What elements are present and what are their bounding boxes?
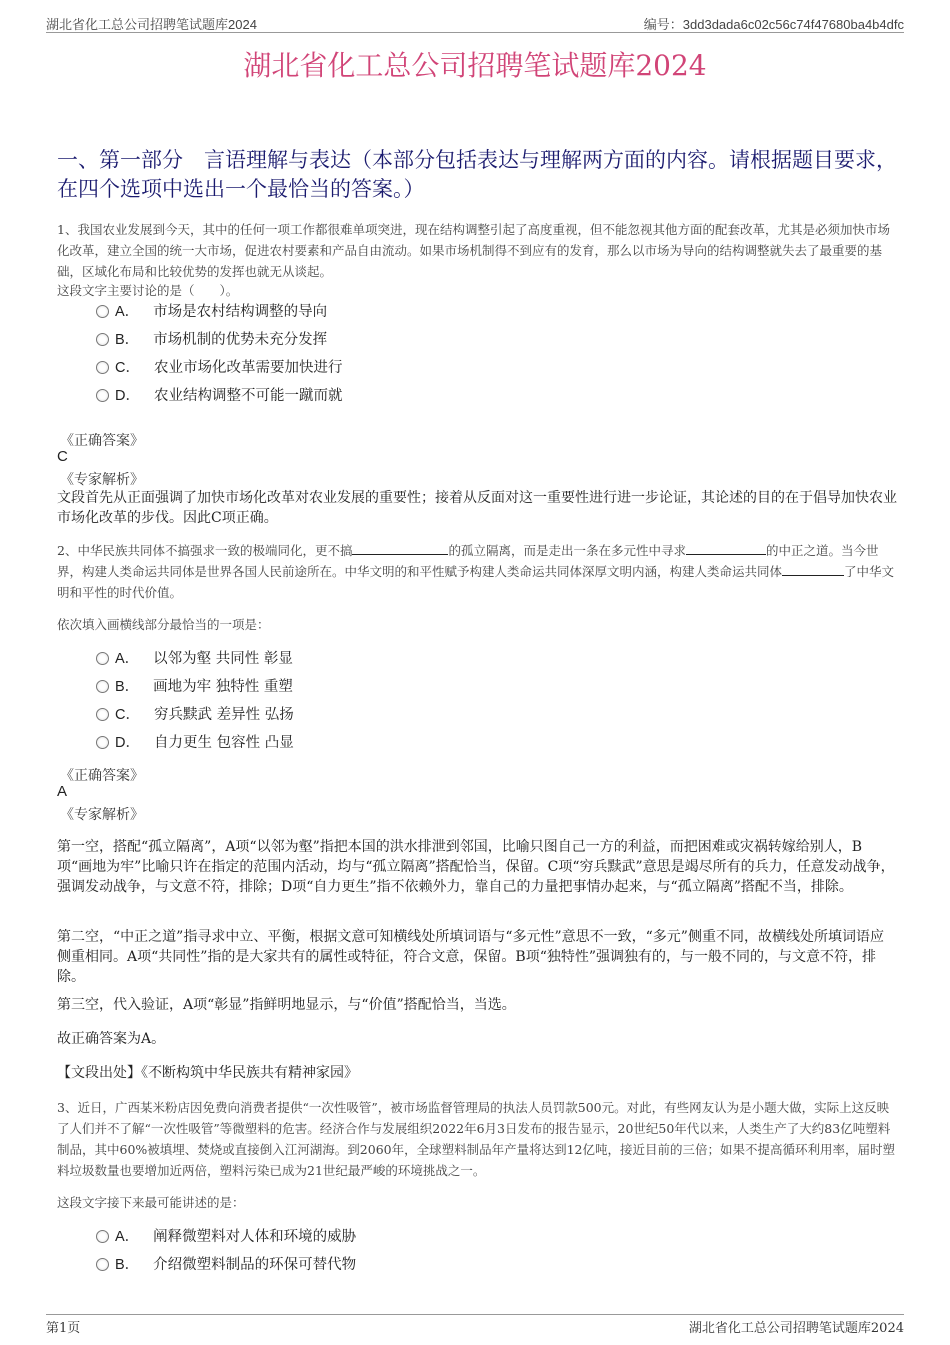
question-2-prompt: 依次填入画横线部分最恰当的一项是： — [57, 617, 270, 632]
question-2-analysis-para-3: 第三空，代入验证，A项“彰显”指鲜明地显示，与“价值”搭配恰当，当选。 — [57, 997, 516, 1013]
question-2-analysis-para-4: 故正确答案为A。 — [57, 1031, 166, 1047]
question-3-prompt: 这段文字接下来最可能讲述的是： — [57, 1195, 245, 1210]
radio-icon[interactable] — [96, 736, 109, 749]
question-1-answer-label: 《正确答案》 — [60, 433, 144, 449]
footer-doc-title: 湖北省化工总公司招聘笔试题库2024 — [688, 1321, 904, 1336]
question-1-analysis-label: 《专家解析》 — [60, 472, 144, 488]
question-2-source: 【文段出处】《不断构筑中华民族共有精神家园》 — [57, 1065, 358, 1081]
question-3-option-a[interactable]: A． 阐释微塑料对人体和环境的威胁 — [96, 1226, 356, 1248]
question-1-option-c[interactable]: C． 农业市场化改革需要加快进行 — [96, 357, 342, 379]
question-2-answer: A — [57, 783, 68, 800]
question-1-option-a[interactable]: A． 市场是农村结构调整的导向 — [96, 301, 327, 323]
page-footer — [46, 1314, 904, 1335]
fill-blank-2 — [686, 554, 766, 555]
page-title: 湖北省化工总公司招聘笔试题库2024 — [243, 49, 707, 82]
radio-icon[interactable] — [96, 305, 109, 318]
page-number: 第1页 — [46, 1321, 81, 1336]
radio-icon[interactable] — [96, 680, 109, 693]
question-1-option-b[interactable]: B． 市场机制的优势未充分发挥 — [96, 329, 327, 351]
radio-icon[interactable] — [96, 708, 109, 721]
question-2-analysis-label: 《专家解析》 — [60, 807, 144, 823]
header-doc-id: 编号：3dd3dada6c02c56c74f47680ba4b4dfc — [643, 17, 904, 32]
question-2-option-b[interactable]: B． 画地为牢 独特性 重塑 — [96, 676, 293, 698]
question-1-option-d[interactable]: D． 农业结构调整不可能一蹴而就 — [96, 385, 342, 407]
question-2-option-c[interactable]: C． 穷兵黩武 差异性 弘扬 — [96, 704, 294, 726]
question-2-analysis-para-2: 第二空，“中正之道”指寻求中立、平衡，根据文意可知横线处所填词语与“多元性”意思不一致，“多元”侧重不同，故横线处所填词语应侧重相同。A项“共同性”指的是大家共有的属性或特征，符合文意，保留。B项“独特性”强调独有的，与一般不同的，与文意不符，排除。 — [57, 929, 884, 985]
question-1-text: 1、我国农业发展到今天，其中的任何一项工作都很难单项突进，现在结构调整引起了高度重视，但不能忽视其他方面的配套改革，尤其是必须加快市场化改革，建立全国的统一大市场，促进农村要素和产品自由流动。如果市场机制得不到应有的发育，那么以市场为导向的结构调整就失去了最重要的基础，区域化布局和比较优势的发挥也就无从谈起。 — [57, 222, 890, 279]
question-2-answer-label: 《正确答案》 — [60, 768, 144, 784]
question-2-text: 2、中华民族共同体不搞强求一致的极端同化，更不搞 的孤立隔离，而是走出一条在多元性中寻求 的中正之道。当今世界，构建人类命运共同体是世界各国人民前途所在。中华文明的和平性赋予构建人类命运共同体深厚文明内涵，构建人类命运共同体 了中华文明和平性的时代价值。 — [57, 543, 895, 600]
radio-icon[interactable] — [96, 652, 109, 665]
question-3-option-b[interactable]: B． 介绍微塑料制品的环保可替代物 — [96, 1254, 356, 1276]
header-doc-title: 湖北省化工总公司招聘笔试题库2024 — [46, 17, 257, 32]
question-2-option-a[interactable]: A． 以邻为壑 共同性 彰显 — [96, 648, 293, 670]
radio-icon[interactable] — [96, 389, 109, 402]
radio-icon[interactable] — [96, 333, 109, 346]
radio-icon[interactable] — [96, 1230, 109, 1243]
radio-icon[interactable] — [96, 1258, 109, 1271]
fill-blank-3 — [782, 575, 844, 576]
section-heading: 一、第一部分 言语理解与表达（本部分包括表达与理解两方面的内容。请根据题目要求，在四个选项中选出一个最恰当的答案。） — [57, 148, 897, 201]
question-1-prompt: 这段文字主要讨论的是（ ）。 — [57, 283, 239, 298]
question-1-answer: C — [57, 448, 68, 465]
question-1-analysis: 文段首先从正面强调了加快市场化改革对农业发展的重要性；接着从反面对这一重要性进行进一步论证，其论述的目的在于倡导加快农业市场化改革的步伐。因此C项正确。 — [57, 490, 897, 526]
question-3-text: 3、近日，广西某米粉店因免费向消费者提供“一次性吸管”，被市场监督管理局的执法人员罚款500元。对此，有些网友认为是小题大做，实际上这反映了人们并不了解“一次性吸管”等微塑料的危害。经济合作与发展组织2022年6月3日发布的报告显示，20世纪50年代以来，人类生产了大约83亿吨塑料制品，其中60%被填埋、焚烧或直接倒入江河湖海。到2060年，全球塑料制品年产量将达到12亿吨，接近目前的三倍；如果不提高循环利用率，届时塑料垃圾数量也要增加近两倍，塑料污染已成为21世纪最严峻的环境挑战之一。 — [57, 1100, 896, 1178]
page-header — [46, 14, 904, 33]
radio-icon[interactable] — [96, 361, 109, 374]
question-2-analysis-para-1: 第一空，搭配“孤立隔离”，A项“以邻为壑”指把本国的洪水排泄到邻国，比喻只图自己一方的利益，而把困难或灾祸转嫁给别人，B项“画地为牢”比喻只许在指定的范围内活动，均与“孤立隔离”搭配恰当，保留。C项“穷兵黩武”意思是竭尽所有的兵力，任意发动战争，强调发动战争，与文意不符，排除；D项“自力更生”指不依赖外力，靠自己的力量把事情办起来，与“孤立隔离”搭配不当，排除。 — [57, 839, 895, 895]
question-2-option-d[interactable]: D． 自力更生 包容性 凸显 — [96, 732, 294, 754]
fill-blank-1 — [352, 554, 448, 555]
